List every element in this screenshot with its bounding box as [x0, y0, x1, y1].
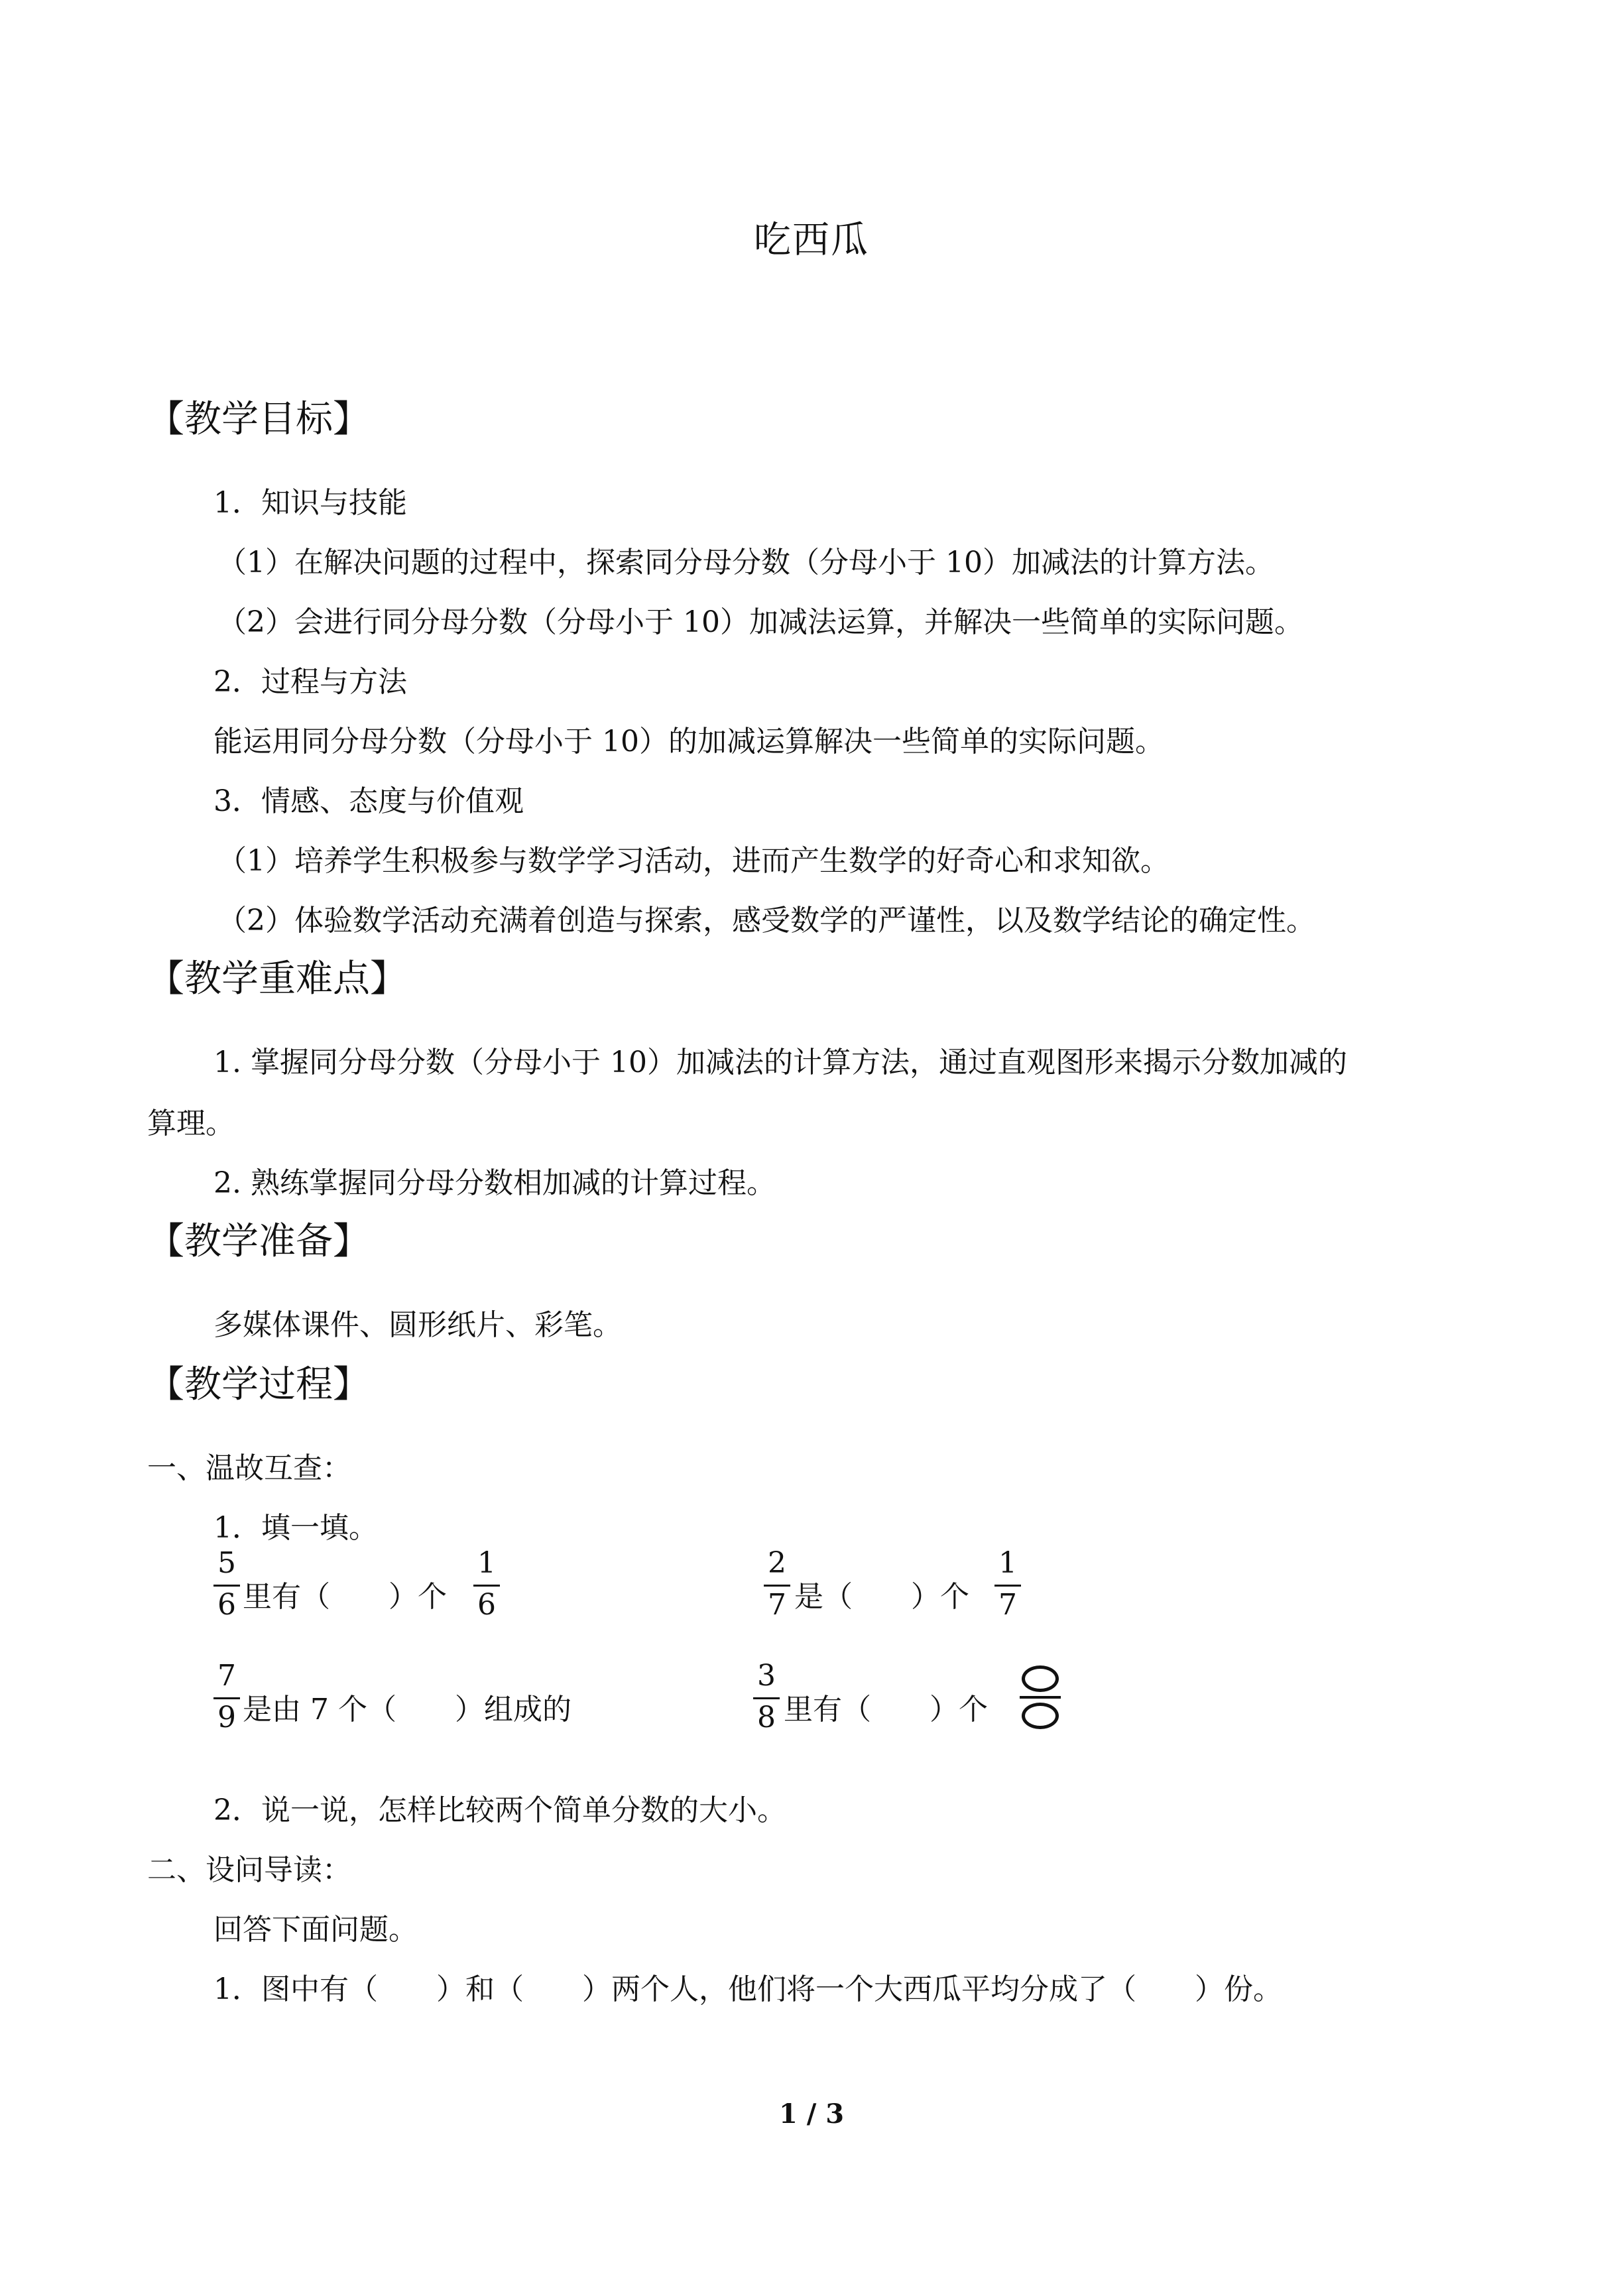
- goals-paragraph-4: （1）培养学生积极参与数学学习活动，进而产生数学的好奇心和求知欲。: [217, 844, 1170, 878]
- fraction-bar: [213, 1585, 240, 1587]
- process-step-2-title: 二、设问导读：: [147, 1853, 351, 1887]
- fill-blank-text-1: 里有（ ）个: [243, 1580, 447, 1614]
- fraction-numerator: 5: [217, 1546, 236, 1580]
- goals-heading-3: 3．情感、态度与价值观: [213, 784, 524, 818]
- section-heading-prep: 【教学准备】: [147, 1220, 370, 1263]
- fraction-denominator: 7: [998, 1588, 1017, 1622]
- blank-numerator-circle-icon: [1022, 1665, 1059, 1692]
- process-question-4: 1．图中有（ ）和（ ）两个人，他们将一个大西瓜平均分成了（ ）份。: [213, 1972, 1282, 2006]
- process-question-1: 1．填一填。: [213, 1511, 378, 1545]
- process-question-2: 2．说一说，怎样比较两个简单分数的大小。: [213, 1793, 786, 1827]
- section-heading-process: 【教学过程】: [147, 1363, 370, 1406]
- process-step-1-title: 一、温故互查：: [147, 1451, 351, 1485]
- fill-blank-text-2: 是（ ）个: [794, 1580, 969, 1614]
- fraction-bar: [764, 1585, 790, 1587]
- fraction-2-7: [764, 1546, 790, 1624]
- fraction-numerator: 7: [217, 1659, 236, 1693]
- key-paragraph-1-cont: 算理。: [147, 1107, 235, 1140]
- fraction-denominator: 7: [768, 1588, 786, 1622]
- key-paragraph-2: 2. 熟练掌握同分母分数相加减的计算过程。: [213, 1166, 776, 1200]
- fraction-numerator: 1: [998, 1546, 1017, 1580]
- fraction-denominator: 8: [757, 1701, 776, 1734]
- fraction-denominator: 9: [217, 1701, 236, 1734]
- goals-heading-1: 1．知识与技能: [213, 486, 407, 520]
- fraction-bar: [473, 1585, 500, 1587]
- key-paragraph-1: 1. 掌握同分母分数（分母小于 10）加减法的计算方法，通过直观图形来揭示分数加减的: [213, 1046, 1347, 1079]
- blank-fraction-icon: [1020, 1665, 1061, 1729]
- fraction-numerator: 2: [768, 1546, 786, 1580]
- fraction-numerator: 1: [477, 1546, 496, 1580]
- fraction-numerator: 3: [757, 1659, 776, 1693]
- fill-blank-text-3: 是由 7 个（ ）组成的: [243, 1693, 571, 1726]
- fraction-bar: [753, 1697, 780, 1699]
- fraction-7-9: [213, 1659, 240, 1736]
- section-heading-key: 【教学重难点】: [147, 957, 407, 1000]
- fraction-bar: [1020, 1696, 1061, 1699]
- goals-paragraph-2: （2）会进行同分母分数（分母小于 10）加减法运算，并解决一些简单的实际问题。: [217, 605, 1303, 639]
- page-number: 1 / 3: [778, 2098, 845, 2130]
- goals-heading-2: 2．过程与方法: [213, 665, 407, 699]
- section-heading-goals: 【教学目标】: [147, 398, 370, 441]
- fraction-1-6: [473, 1546, 500, 1624]
- process-question-3: 回答下面问题。: [213, 1913, 418, 1947]
- fraction-bar: [213, 1697, 240, 1699]
- document-title: 吃西瓜: [754, 219, 869, 262]
- prep-paragraph: 多媒体课件、圆形纸片、彩笔。: [213, 1308, 622, 1342]
- fraction-1-7: [994, 1546, 1021, 1624]
- fraction-bar: [994, 1585, 1021, 1587]
- fraction-3-8: [753, 1659, 780, 1736]
- fraction-denominator: 6: [217, 1588, 236, 1622]
- blank-denominator-circle-icon: [1022, 1703, 1059, 1729]
- goals-paragraph-1: （1）在解决问题的过程中，探索同分母分数（分母小于 10）加减法的计算方法。: [217, 546, 1274, 579]
- fraction-denominator: 6: [477, 1588, 496, 1622]
- goals-paragraph-5: （2）体验数学活动充满着创造与探索，感受数学的严谨性，以及数学结论的确定性。: [217, 904, 1315, 937]
- fraction-5-6: [213, 1546, 240, 1624]
- goals-paragraph-3: 能运用同分母分数（分母小于 10）的加减运算解决一些简单的实际问题。: [213, 725, 1164, 758]
- fill-blank-text-4: 里有（ ）个: [784, 1693, 988, 1726]
